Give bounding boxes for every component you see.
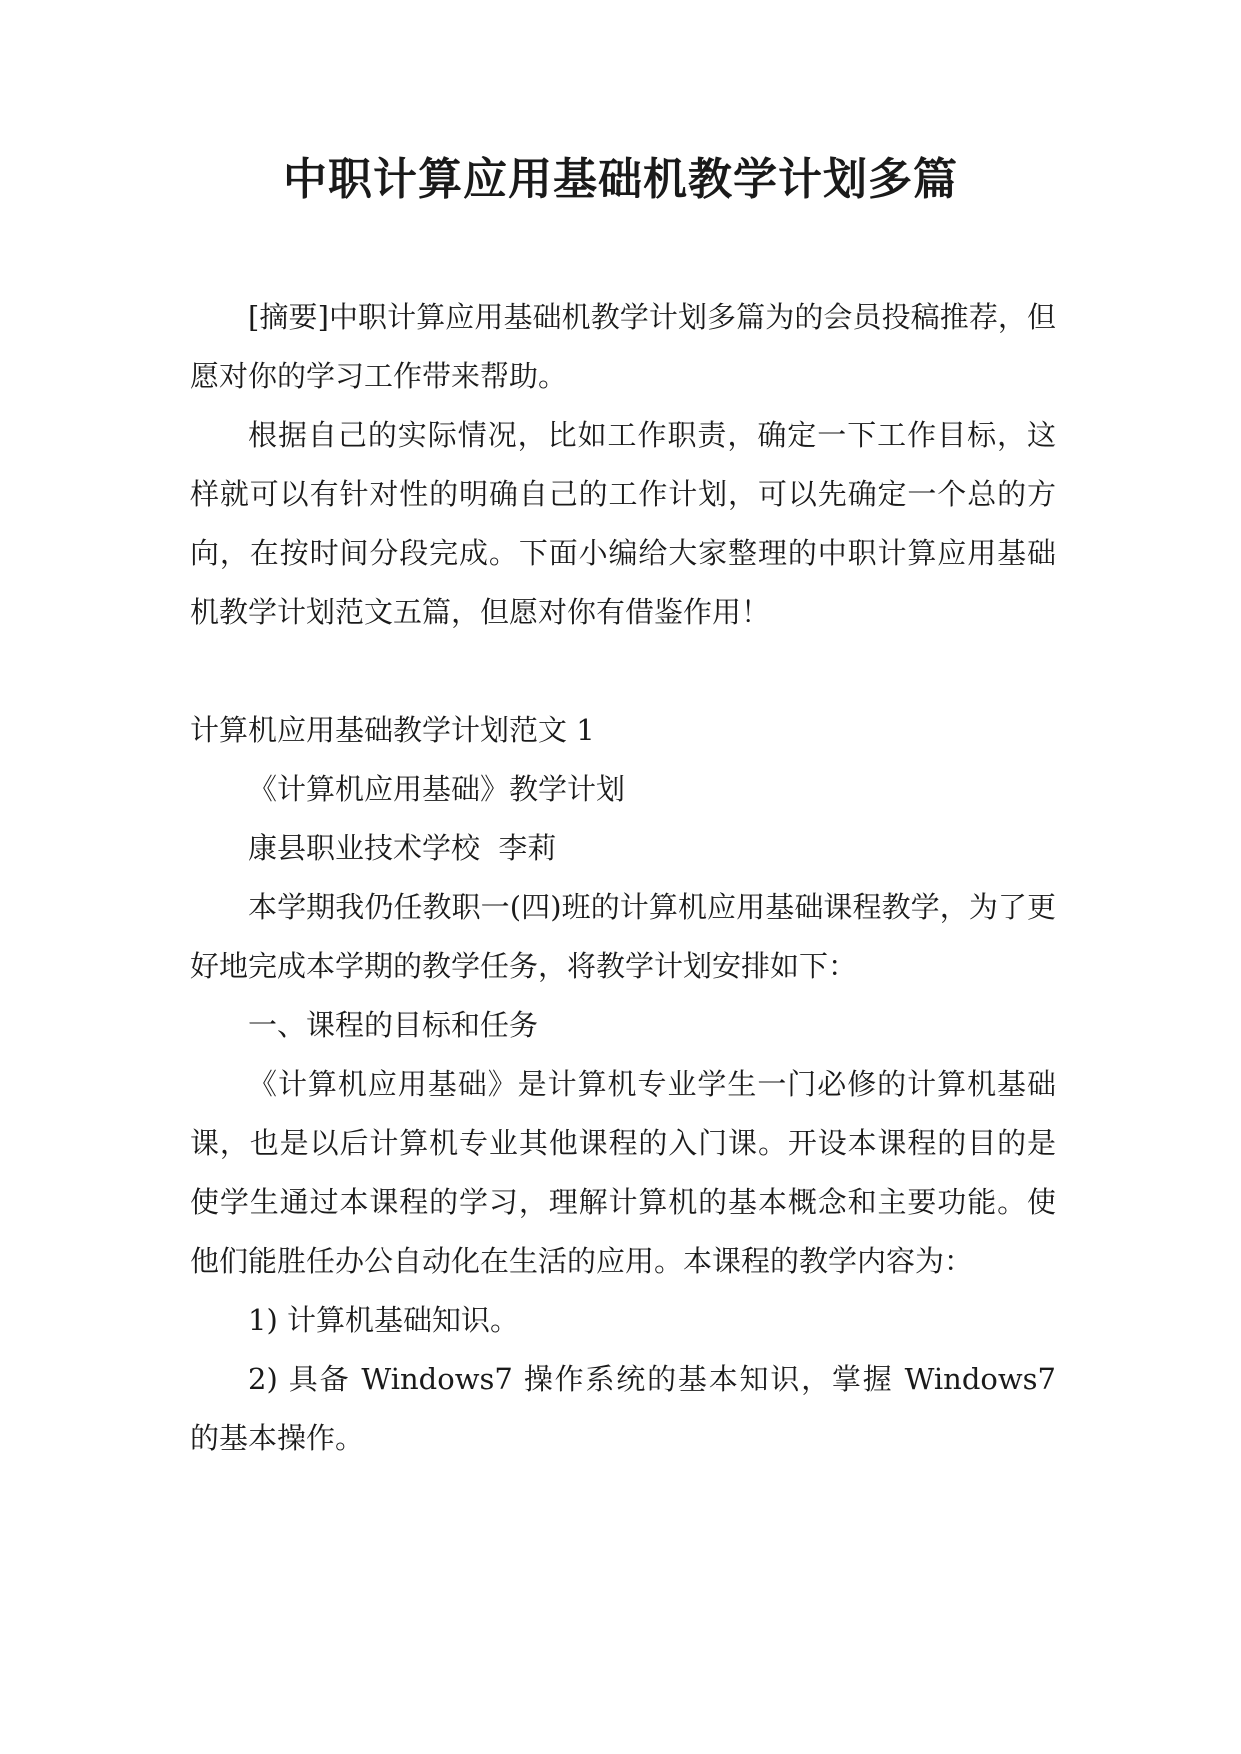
content-item-1: 1) 计算机基础知识。: [248, 1303, 519, 1337]
paragraph-gap: [190, 642, 1056, 701]
semester-paragraph: 本学期我仍任教职一(四)班的计算机应用基础课程教学，为了更好地完成本学期的教学任务，将教学计划安排如下：: [190, 890, 1056, 983]
plan-title: 《计算机应用基础》教学计划: [248, 772, 626, 806]
course-paragraph: 《计算机应用基础》是计算机专业学生一门必修的计算机基础课，也是以后计算机专业其他课程的入门课。开设本课程的目的是使学生通过本课程的学习，理解计算机的基本概念和主要功能。使他们能胜任办公自动化在生活的应用。本课程的教学内容为：: [190, 1067, 1056, 1278]
intro-paragraph: 根据自己的实际情况，比如工作职责，确定一下工作目标，这样就可以有针对性的明确自己的工作计划，可以先确定一个总的方向，在按时间分段完成。下面小编给大家整理的中职计算应用基础机教学计划范文五篇，但愿对你有借鉴作用！: [190, 418, 1056, 629]
document-title: 中职计算应用基础机教学计划多篇: [283, 154, 958, 205]
abstract-paragraph: [摘要]中职计算应用基础机教学计划多篇为的会员投稿推荐，但愿对你的学习工作带来帮助。: [190, 300, 1056, 393]
content-item-2: 2) 具备 Windows7 操作系统的基本知识，掌握 Windows7 的基本操作。: [190, 1362, 1056, 1455]
section-heading: 计算机应用基础教学计划范文 1: [190, 713, 595, 747]
author-line: 康县职业技术学校 李莉: [248, 831, 557, 865]
course-goals-heading: 一、课程的目标和任务: [248, 1008, 539, 1042]
document-body: [190, 288, 1056, 1468]
